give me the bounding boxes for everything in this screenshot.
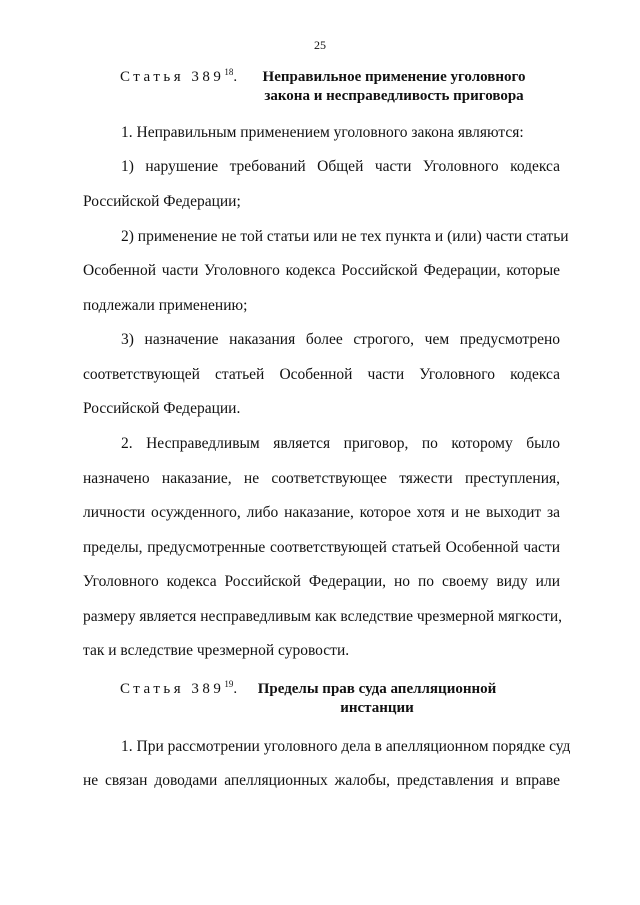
paragraph-line: не связан доводами апелляционных жалобы, представления и вправе [83,772,560,789]
paragraph-line: 2. Несправедливым является приговор, по которому было [121,435,560,452]
page-number: 25 [314,38,326,52]
paragraph-line: 3) назначение наказания более строгого, чем предусмотрено [121,331,560,348]
paragraph-line: Российской Федерации. [83,400,241,417]
paragraph-line: так и вследствие чрезмерной суровости. [83,642,350,659]
article-title: Неправильное применение уголовного закона и несправедливость приговора [262,69,526,104]
paragraph-line: 1. Неправильным применением уголовного закона являются: [121,124,524,141]
paragraph-line: соответствующей статьей Особенной части Уголовного кодекса [83,366,560,383]
paragraph-line: пределы, предусмотренные соответствующей статьей Особенной части [83,539,560,556]
paragraph-line: назначено наказание, не соответствующее тяжести преступления, [83,470,560,487]
paragraph-line: Особенной части Уголовного кодекса Российской Федерации, которые [83,262,560,279]
paragraph-line: 2) применение не той статьи или не тех пункта и (или) части статьи [121,228,569,245]
paragraph-line: Российской Федерации; [83,193,241,210]
paragraph-line: 1) нарушение требований Общей части Уголовного кодекса [121,158,560,175]
paragraph-line: Уголовного кодекса Российской Федерации, но по своему виду или [83,573,560,590]
article-label: Статья $389^{18}$. [120,67,241,85]
paragraph-line: размеру является несправедливым как вследствие чрезмерной мягкости, [83,608,563,625]
paragraph-line: подлежали применению; [83,297,248,314]
paragraph-line: 1. При рассмотрении уголовного дела в апелляционном порядке суд [121,738,571,755]
article-label: Статья $389^{19}$. [120,679,241,697]
article-title: Пределы прав суда апелляционной инстанции [257,681,497,716]
paragraph-line: личности осужденного, либо наказание, которое хотя и не выходит за [83,504,560,521]
